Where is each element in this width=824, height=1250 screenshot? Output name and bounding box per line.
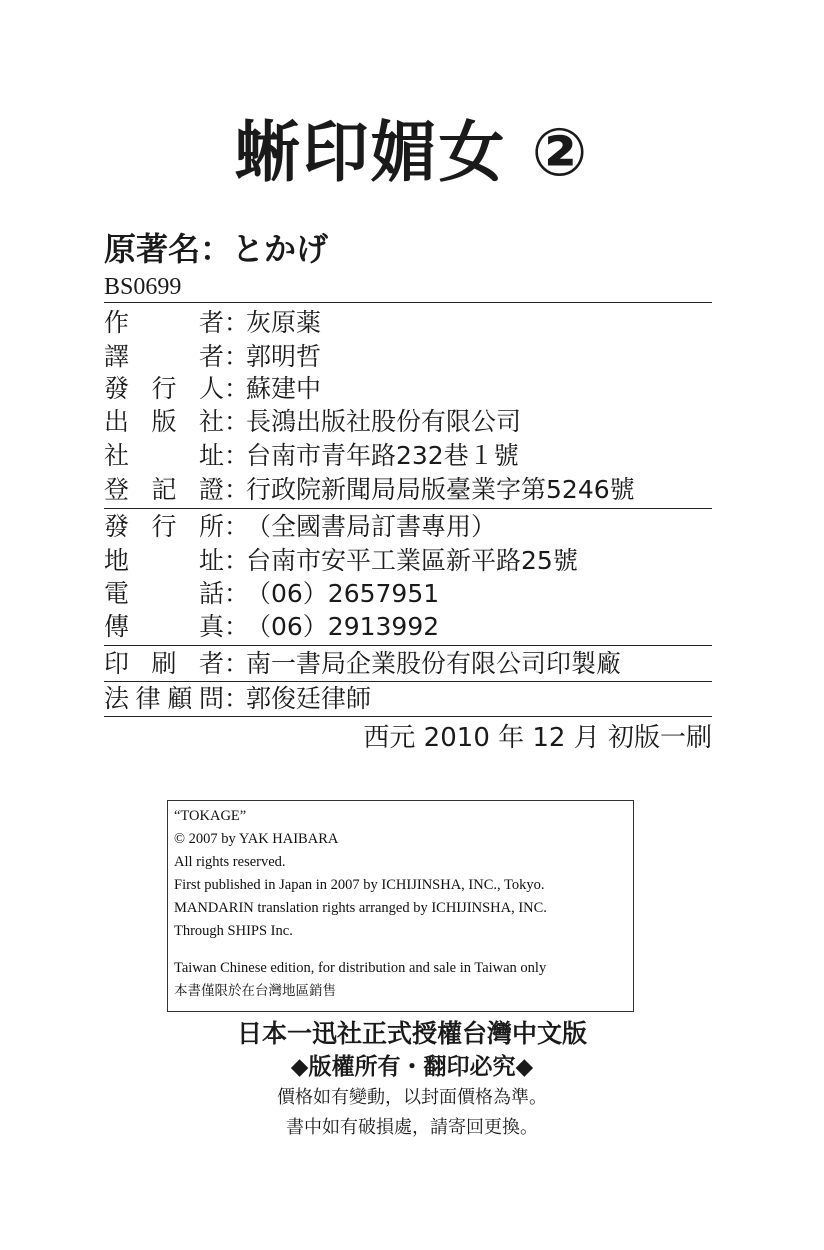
distribution-note-en: Taiwan Chinese edition, for distribution and sale in Taiwan only (174, 960, 547, 976)
dist-label: 發行所 (104, 512, 224, 541)
copyright-line-translation: MANDARIN translation rights arranged by ICHIJINSHA, INC. (174, 900, 547, 916)
credit-label: 發行人 (104, 374, 224, 403)
copyright-line-first-published: First published in Japan in 2007 by ICHIJINSHA, INC., Tokyo. (174, 877, 545, 893)
credit-value: 灰原薬 (246, 308, 322, 337)
damage-note: 書中如有破損處，請寄回更換。 (286, 1117, 538, 1138)
credit-value: 蘇建中 (246, 374, 322, 403)
dist-value: （06）2913992 (246, 612, 440, 641)
divider (104, 716, 712, 717)
dist-label: 地址 (104, 546, 224, 575)
dist-row-address: 地址：台南市安平工業區新平路25號 (104, 544, 724, 578)
printer-row: 印刷者：南一書局企業股份有限公司印製廠 (104, 647, 724, 681)
copyright-line-agent: Through SHIPS Inc. (174, 923, 293, 939)
divider (104, 645, 712, 646)
credit-value: 郭明哲 (246, 342, 322, 371)
dist-row-office: 發行所：（全國書局訂書專用） (104, 510, 724, 544)
dist-row-fax: 傳真：（06）2913992 (104, 610, 724, 644)
dist-label: 傳真 (104, 612, 224, 641)
copyright-line-owner: © 2007 by YAK HAIBARA (174, 831, 339, 847)
printer-value: 南一書局企業股份有限公司印製廠 (246, 649, 622, 678)
credit-value: 長鴻出版社股份有限公司 (246, 407, 522, 436)
credit-row-translator: 譯者：郭明哲 (104, 340, 724, 374)
distribution-note-zh: 本書僅限於在台灣地區銷售 (174, 983, 336, 999)
credit-row-publisher: 出版社：長鴻出版社股份有限公司 (104, 405, 724, 439)
legal-row: 法律顧問：郭俊廷律師 (104, 682, 724, 716)
legal-label: 法律顧問 (104, 684, 224, 713)
rights-statement: ◆版權所有・翻印必究◆ (290, 1054, 534, 1080)
copyright-box (167, 800, 634, 1012)
dist-label: 電話 (104, 579, 224, 608)
edition-date: 西元 2010 年 12 月 初版一刷 (363, 723, 712, 753)
credit-label: 社址 (104, 441, 224, 470)
credit-value: 台南市青年路232巷１號 (246, 441, 519, 470)
credit-row-address: 社址：台南市青年路232巷１號 (104, 439, 724, 473)
credit-row-author: 作者：灰原薬 (104, 306, 724, 340)
dist-value: （06）2657951 (246, 579, 440, 608)
copyright-line-title: “TOKAGE” (174, 808, 247, 824)
legal-value: 郭俊廷律師 (246, 684, 372, 713)
credit-label: 譯者 (104, 342, 224, 371)
credit-row-publisher-person: 發行人：蘇建中 (104, 372, 724, 406)
printer-label: 印刷者 (104, 649, 224, 678)
book-title: 蜥印媚女 ② (234, 114, 590, 191)
divider (104, 302, 712, 303)
copyright-line-rights: All rights reserved. (174, 854, 286, 870)
credit-label: 登記證 (104, 475, 224, 504)
book-code: BS0699 (104, 274, 182, 300)
dist-value: 台南市安平工業區新平路25號 (246, 546, 578, 575)
credit-label: 出版社 (104, 407, 224, 436)
credit-row-registration: 登記證：行政院新聞局局版臺業字第5246號 (104, 473, 724, 507)
original-title: 原著名：とかげ (104, 230, 329, 268)
credit-label: 作者 (104, 308, 224, 337)
divider (104, 508, 712, 509)
credit-value: 行政院新聞局局版臺業字第5246號 (246, 475, 635, 504)
dist-row-phone: 電話：（06）2657951 (104, 577, 724, 611)
price-note: 價格如有變動，以封面價格為準。 (277, 1087, 547, 1108)
authorization-statement: 日本一迅社正式授權台灣中文版 (236, 1019, 587, 1048)
dist-value: （全國書局訂書專用） (246, 512, 497, 541)
